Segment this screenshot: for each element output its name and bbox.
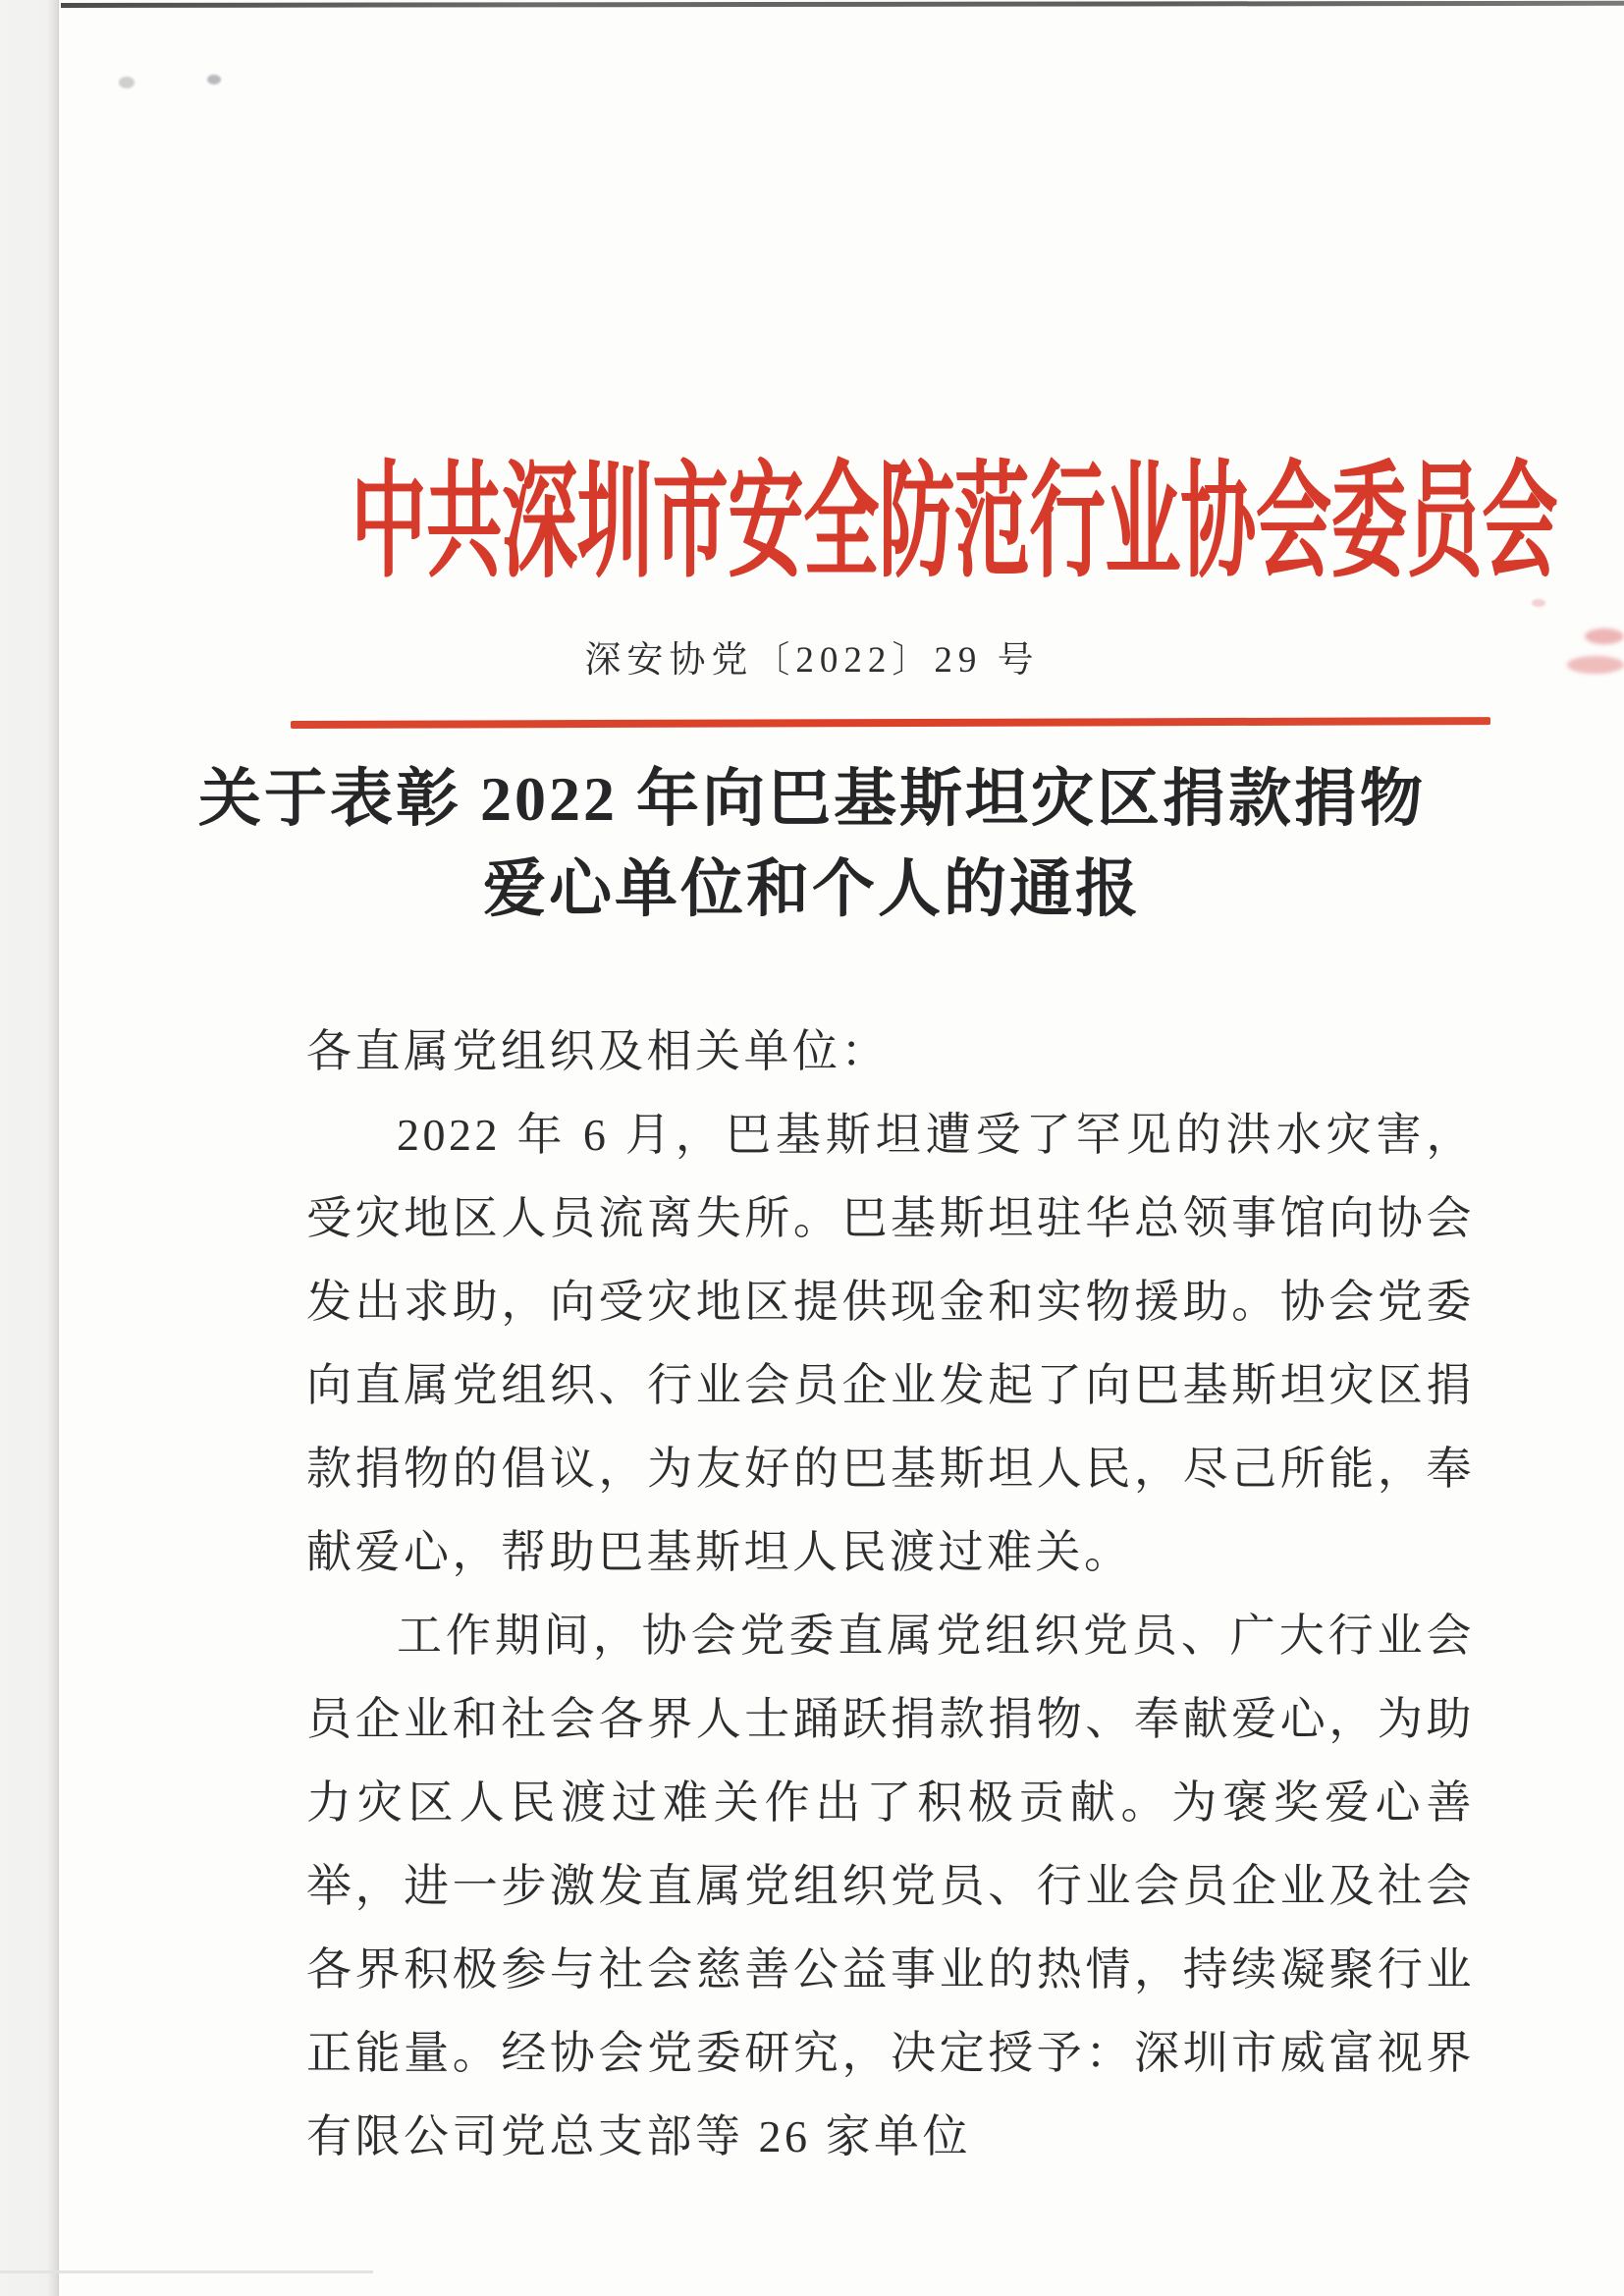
salutation-line: 各直属党组织及相关单位：	[306, 1026, 890, 1076]
document-title	[0, 754, 1624, 935]
page-top-edge-line	[61, 1, 1624, 8]
document-title-line-1: 关于表彰 2022 年向巴基斯坦灾区捐款捐物	[198, 764, 1426, 834]
document-body	[306, 1010, 1475, 2178]
staple-smudge	[207, 75, 221, 84]
document-reference-number: 深安协党〔2022〕29 号	[584, 640, 1040, 681]
body-paragraph-1: 2022 年 6 月，巴基斯坦遭受了罕见的洪水灾害，受灾地区人员流离失所。巴基斯坦驻华总领事馆向协会发出求助，向受灾地区提供现金和实物援助。协会党委向直属党组织、行业会员企业发起了向巴基斯坦灾区捐款捐物的倡议，为友好的巴基斯坦人民，尽己所能，奉献爱心，帮助巴基斯坦人民渡过难关。	[306, 1110, 1475, 1577]
body-paragraph-2: 工作期间，协会党委直属党组织党员、广大行业会员企业和社会各界人士踊跃捐款捐物、奉献爱心，为助力灾区人民渡过难关作出了积极贡献。为褒奖爱心善举，进一步激发直属党组织党员、行业会员企业及社会各界积极参与社会慈善公益事业的热情，持续凝聚行业正能量。经协会党委研究，决定授予：深圳市威富视界有限公司党总支部等 26 家单位	[306, 1611, 1475, 2161]
red-ink-bleed-mark	[1532, 599, 1545, 607]
scanner-background-strip	[0, 0, 59, 2296]
document-title-line-2: 爱心单位和个人的通报	[483, 854, 1141, 924]
page-bottom-edge-line	[0, 2270, 373, 2273]
letterhead-org-name: 中共深圳市安全防范行业协会委员会	[351, 453, 1558, 592]
red-separator-rule	[291, 717, 1490, 729]
staple-smudge	[119, 77, 135, 88]
